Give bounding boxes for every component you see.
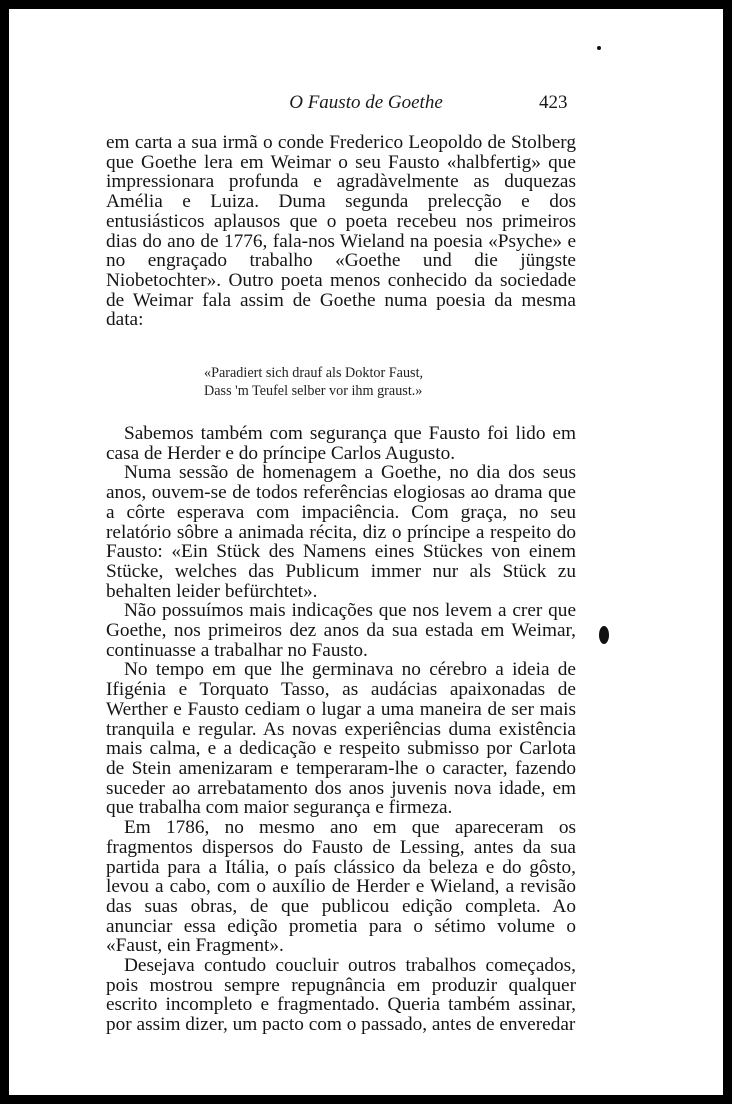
paragraph-5: No tempo em que lhe germinava no cérebro a ideia de Ifigénia e Torquato Tasso, as audácias apaixonadas de Werther e Fausto cediam o lugar a uma maneira de ser mais tranquila e regular. As novas experiências duma existência mais calma, e a dedicação e respeito submisso por Carlota de Stein amenizaram e temperaram-lhe o caracter, fazendo suceder ao arrebatamento dos anos juvenis nova idade, em que trabalha com maior segurança e firmeza.: [106, 659, 576, 819]
quote-line-2: Dass 'm Teufel selber vor ihm graust.»: [204, 383, 423, 400]
ink-speck-small: [597, 46, 601, 50]
block-quote: [204, 364, 576, 400]
paragraph-3: Numa sessão de homenagem a Goethe, no dia dos seus anos, ouvem-se de todos referências elogiosas ao drama que a côrte esperava com impaciência. Com graça, no seu relatório sôbre a animada récita, diz o príncipe a respeito do Fausto: «Ein Stück des Namens eines Stückes von einem Stücke, welches das Publicum immer nur als Stück zu behalten leider befürchtet».: [106, 462, 576, 602]
paragraph-4: Não possuímos mais indicações que nos levem a crer que Goethe, nos primeiros dez anos da sua estada em Weimar, continuasse a trabalhar no Fausto.: [106, 600, 576, 661]
paragraph-2: Sabemos também com segurança que Fausto foi lido em casa de Herder e do príncipe Carlos Augusto.: [106, 423, 576, 464]
paragraph-7: Desejava contudo coucluir outros trabalhos começados, pois mostrou sempre repugnância em produzir qualquer escrito incompleto e fragmentado. Queria também assinar, por assim dizer, um pacto com o passado, antes de enveredar: [106, 955, 576, 1036]
running-title: O Fausto de Goethe: [289, 92, 443, 113]
quote-line-1: «Paradiert sich drauf als Doktor Faust,: [204, 365, 424, 382]
page-header: [9, 92, 723, 120]
paragraph-6: Em 1786, no mesmo ano em que apareceram os fragmentos dispersos do Fausto de Lessing, antes da sua partida para a Itália, o país clássico da beleza e do gôsto, levou a cabo, com o auxílio de Herder e Wieland, a revisão das suas obras, de que publicou edição completa. Ao anunciar essa edição prometia para o sétimo volume o «Faust, ein Fragment».: [106, 817, 576, 957]
body-text: [106, 133, 576, 1035]
page-number: 423: [539, 92, 568, 113]
ink-speck: [599, 626, 609, 644]
paragraph-1: em carta a sua irmã o conde Frederico Leopoldo de Stolberg que Goethe lera em Weimar o seu Fausto «halbfertig» que impressionara profunda e agradàvelmente as duquezas Amélia e Luiza. Duma segunda prelecção e dos entusiásticos aplausos que o poeta recebeu nos primeiros dias do ano de 1776, fala-nos Wieland na poesia «Psyche» e no engraçado trabalho «Goethe und die jüngste Niobetochter». Outro poeta menos conhecido da sociedade de Weimar fala assim de Goethe numa poesia da mesma data:: [106, 132, 576, 331]
book-page: [9, 9, 723, 1095]
